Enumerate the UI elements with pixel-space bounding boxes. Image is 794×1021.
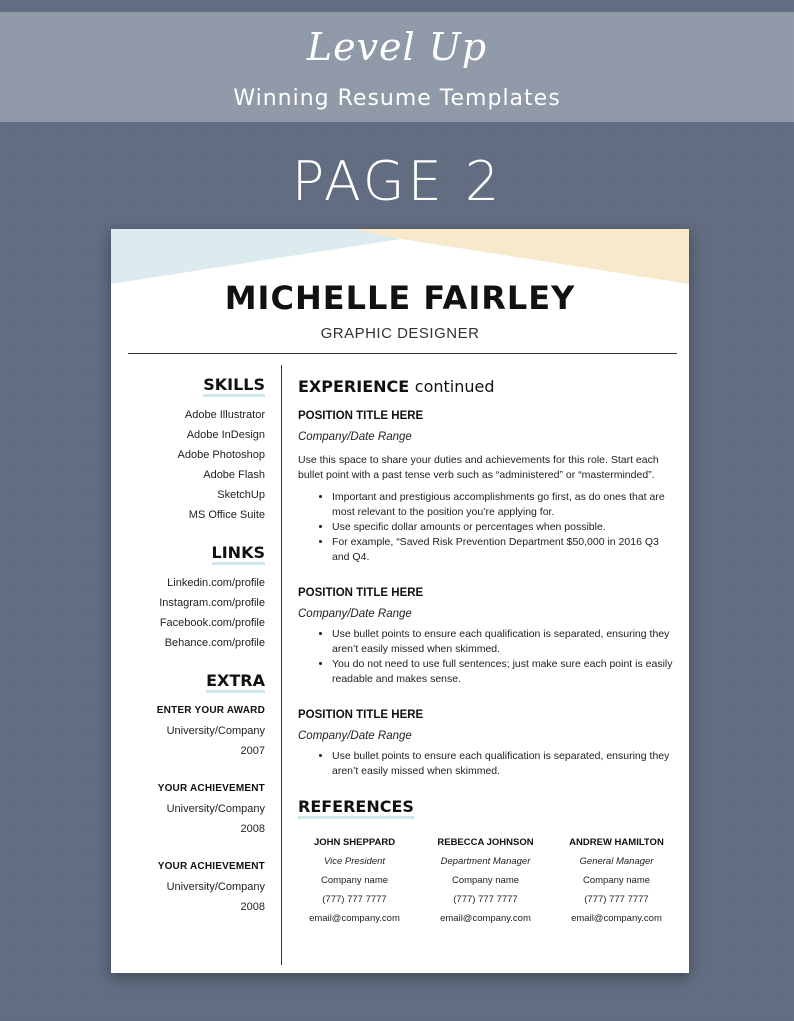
column-divider: [281, 365, 282, 965]
left-column: [111, 375, 265, 935]
skill-item: Adobe Photoshop: [177, 449, 265, 461]
skill-item: Adobe Flash: [203, 469, 265, 481]
reference-company: Company name: [451, 875, 520, 886]
extra-list: [111, 701, 265, 917]
skill-item: Adobe InDesign: [186, 429, 265, 441]
award-year: 2008: [240, 823, 265, 835]
brand-logo: Level Up: [306, 25, 488, 69]
reference-phone: (777) 777 7777: [584, 894, 649, 905]
reference-phone: (777) 777 7777: [322, 894, 387, 905]
reference-role: Vice President: [323, 856, 386, 867]
header-divider: [128, 353, 677, 354]
skill-item: Adobe Illustrator: [184, 409, 265, 421]
candidate-title: GRAPHIC DESIGNER: [320, 325, 480, 342]
link-item[interactable]: Instagram.com/profile: [159, 597, 265, 609]
job-bullet: • For example, “Saved Risk Prevention Department $50,000 in 2016 Q3 and Q4.: [332, 535, 674, 565]
experience-heading-suffix: continued: [414, 377, 495, 396]
reference-name: REBECCA JOHNSON: [437, 837, 534, 848]
job-bullet: • Use specific dollar amounts or percentages when possible.: [332, 520, 674, 535]
award-entry: [111, 701, 265, 761]
job-bullet: • Use bullet points to ensure each qualification is separated, ensuring they aren’t easily missed when skimmed.: [332, 627, 674, 657]
reference-entry: [420, 833, 551, 928]
job-bullet: • Use bullet points to ensure each qualification is separated, ensuring they aren’t easily missed when skimmed.: [332, 749, 674, 779]
award-title: ENTER YOUR AWARD: [156, 705, 265, 716]
resume-page: [111, 229, 689, 973]
job-company: Company/Date Range: [298, 608, 412, 620]
skills-heading: SKILLS: [203, 375, 265, 394]
job-bullets: [298, 490, 674, 565]
job-entry: [298, 709, 674, 779]
award-org: University/Company: [166, 725, 265, 737]
links-list: [111, 573, 265, 653]
reference-phone: (777) 777 7777: [453, 894, 518, 905]
experience-heading: [298, 377, 674, 396]
job-bullets: [298, 627, 674, 687]
reference-email[interactable]: email@company.com: [571, 913, 662, 924]
reference-entry: [289, 833, 420, 928]
brand-tagline: Winning Resume Templates: [233, 86, 561, 111]
reference-name: ANDREW HAMILTON: [569, 837, 664, 848]
job-description: Use this space to share your duties and achievements for this role. Start each bullet point with a past tense verb such as “administered” or “masterminded”.: [298, 454, 659, 481]
skills-list: [111, 405, 265, 525]
reference-role: Department Manager: [440, 856, 531, 867]
award-entry: [111, 857, 265, 917]
award-title: YOUR ACHIEVEMENT: [157, 861, 265, 872]
job-entry: [298, 410, 674, 565]
link-item[interactable]: Behance.com/profile: [164, 637, 265, 649]
award-title: YOUR ACHIEVEMENT: [157, 783, 265, 794]
job-company: Company/Date Range: [298, 730, 412, 742]
right-column: [298, 377, 674, 928]
reference-role: General Manager: [579, 856, 654, 867]
award-year: 2008: [240, 901, 265, 913]
links-heading: LINKS: [211, 543, 265, 562]
award-year: 2007: [240, 745, 265, 757]
job-position: POSITION TITLE HERE: [298, 587, 424, 599]
link-item[interactable]: Linkedin.com/profile: [167, 577, 265, 589]
job-bullet: • Important and prestigious accomplishments go first, as do ones that are most relevant to the position you’re applying for.: [332, 490, 674, 520]
reference-entry: [551, 833, 682, 928]
reference-name: JOHN SHEPPARD: [313, 837, 396, 848]
job-position: POSITION TITLE HERE: [298, 410, 424, 422]
award-org: University/Company: [166, 881, 265, 893]
reference-email[interactable]: email@company.com: [440, 913, 531, 924]
references-heading: REFERENCES: [298, 797, 414, 816]
candidate-name: MICHELLE FAIRLEY: [224, 279, 576, 317]
references-list: [289, 833, 683, 928]
job-entry: [298, 587, 674, 687]
award-entry: [111, 779, 265, 839]
reference-company: Company name: [582, 875, 651, 886]
job-bullet: • You do not need to use full sentences; just make sure each point is easily readable and makes sense.: [332, 657, 674, 687]
extra-heading: EXTRA: [206, 671, 265, 690]
job-position: POSITION TITLE HERE: [298, 709, 424, 721]
award-org: University/Company: [166, 803, 265, 815]
link-item[interactable]: Facebook.com/profile: [159, 617, 265, 629]
reference-company: Company name: [320, 875, 389, 886]
job-company: Company/Date Range: [298, 431, 412, 443]
skill-item: SketchUp: [217, 489, 265, 501]
brand-banner: [0, 12, 794, 122]
job-bullets: [298, 749, 674, 779]
experience-heading-text: EXPERIENCE: [298, 377, 410, 396]
reference-email[interactable]: email@company.com: [309, 913, 400, 924]
skill-item: MS Office Suite: [188, 509, 265, 521]
page-label: PAGE 2: [291, 150, 503, 213]
